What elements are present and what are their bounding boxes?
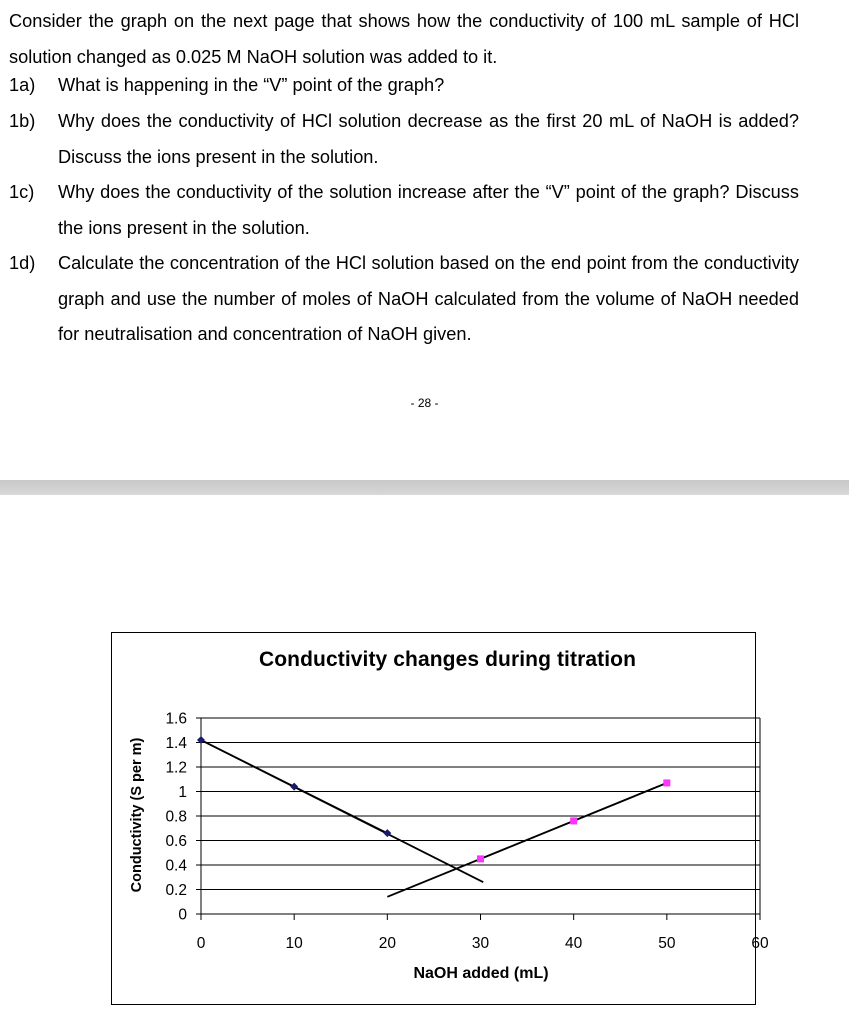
question-number: 1d) <box>9 253 36 273</box>
chart-title: Conductivity changes during titration <box>258 648 637 671</box>
y-tick-label: 0.2 <box>165 882 187 899</box>
y-tick-label: 0.4 <box>165 857 187 875</box>
y-tick-label: 1.2 <box>165 759 187 777</box>
question-text: Why does the conductivity of HCl solution decrease as the first 20 mL of NaOH is added? Discuss the ions present in the solution. <box>58 111 799 167</box>
question-text: What is happening in the “V” point of the graph? <box>58 75 445 95</box>
y-tick-label: 0.8 <box>165 808 187 826</box>
x-tick-label: 50 <box>658 935 676 952</box>
x-tick-label: 10 <box>285 935 303 952</box>
x-axis-label: NaOH added (mL) <box>413 965 549 982</box>
data-point-diamond <box>290 783 298 791</box>
y-tick-label: 0 <box>178 906 187 924</box>
intro-paragraph: Consider the graph on the next page that shows how the conductivity of 100 mL sample of HCl solution changed as 0.025 M NaOH solution was added to it. <box>9 11 799 67</box>
y-axis-label: Conductivity (S per m) <box>129 737 145 893</box>
y-tick-label: 1 <box>178 784 187 801</box>
y-tick-label: 1.4 <box>165 735 187 752</box>
x-tick-label: 40 <box>565 935 583 952</box>
x-tick-label: 60 <box>751 935 769 952</box>
y-tick-label: 0.6 <box>165 833 187 850</box>
data-point-square <box>570 817 577 824</box>
data-point-square <box>477 855 484 862</box>
trendline <box>201 740 483 882</box>
trendline <box>387 783 666 897</box>
y-tick-label: 1.6 <box>165 710 187 728</box>
question-number: 1b) <box>9 111 36 131</box>
question-text: Calculate the concentration of the HCl solution based on the end point from the conductivity graph and use the number of moles of NaOH calculated from the volume of NaOH needed for neutralisation and concentration of NaOH given. <box>58 253 799 344</box>
page-number: - 28 - <box>410 396 439 410</box>
question-number: 1c) <box>9 182 35 202</box>
x-tick-label: 30 <box>471 935 490 952</box>
x-tick-label: 20 <box>378 935 396 952</box>
data-point-square <box>663 779 670 786</box>
question-text: Why does the conductivity of the solution increase after the “V” point of the graph? Discuss the ions present in the solution. <box>58 182 799 238</box>
x-tick-label: 0 <box>196 935 206 952</box>
question-number: 1a) <box>9 75 36 95</box>
